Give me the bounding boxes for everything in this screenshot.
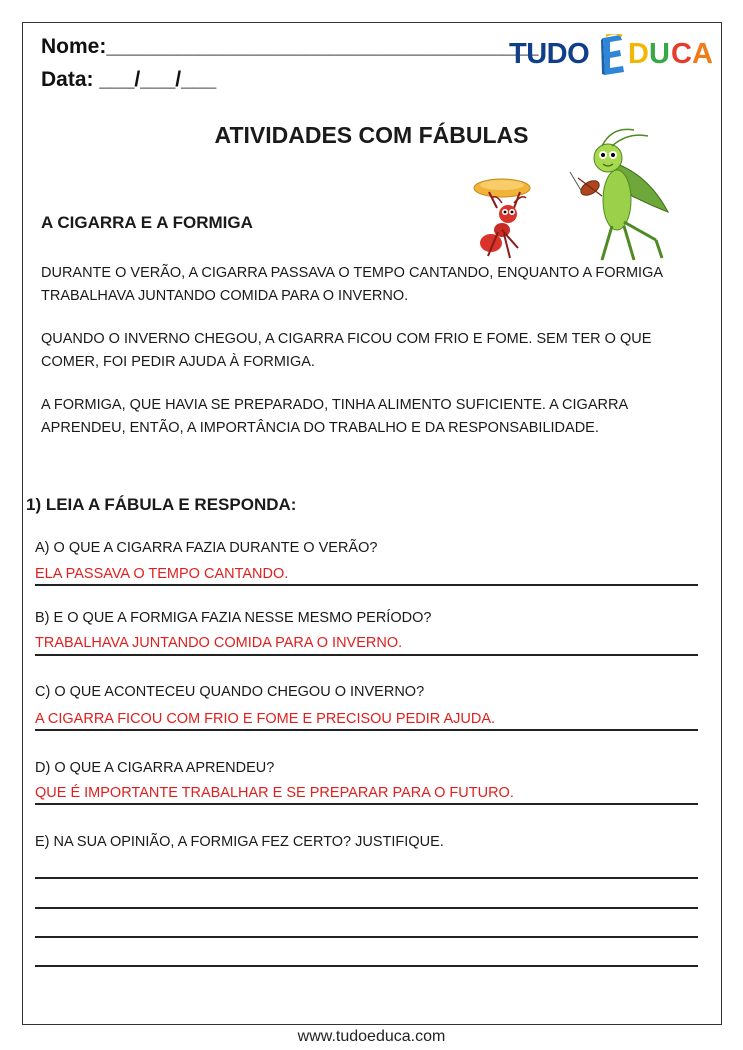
question-a: A) O QUE A CIGARRA FAZIA DURANTE O VERÃO? — [35, 540, 378, 556]
date-blank[interactable]: ___/___/___ — [99, 68, 217, 91]
answer-line — [35, 729, 698, 731]
name-field — [41, 35, 538, 59]
date-field — [41, 68, 216, 92]
logo-letter-u: U — [649, 38, 670, 70]
tudoeduca-logo — [509, 28, 719, 84]
logo-text-tudo: TUDO — [509, 38, 590, 70]
answer-line[interactable] — [35, 877, 698, 879]
answer-line — [35, 584, 698, 586]
answer-line — [35, 803, 698, 805]
page-title: ATIVIDADES COM FÁBULAS — [214, 122, 529, 148]
story-title: A CIGARRA E A FORMIGA — [41, 213, 253, 232]
story-paragraph: DURANTE O VERÃO, A CIGARRA PASSAVA O TEMPO CANTANDO, ENQUANTO A FORMIGA TRABALHAVA JUNTANDO COMIDA PARA O INVERNO. — [41, 265, 663, 304]
answer-line — [35, 654, 698, 656]
answer-line[interactable] — [35, 965, 698, 967]
answer-d[interactable]: QUE É IMPORTANTE TRABALHAR E SE PREPARAR PARA O FUTURO. — [35, 785, 514, 801]
answer-line[interactable] — [35, 907, 698, 909]
name-blank[interactable]: _____________________________________ — [106, 35, 539, 58]
logo-letter-c: C — [671, 38, 692, 70]
logo-letter-d: D — [628, 38, 649, 70]
exercise-heading: 1) LEIA A FÁBULA E RESPONDA: — [26, 495, 297, 514]
footer-url[interactable]: www.tudoeduca.com — [297, 1028, 446, 1045]
name-label: Nome: — [41, 35, 107, 58]
story-paragraph: QUANDO O INVERNO CHEGOU, A CIGARRA FICOU COM FRIO E FOME. SEM TER O QUE COMER, FOI PEDIR AJUDA À FORMIGA. — [41, 331, 652, 370]
question-e: E) NA SUA OPINIÃO, A FORMIGA FEZ CERTO? JUSTIFIQUE. — [35, 834, 444, 850]
question-b: B) E O QUE A FORMIGA FAZIA NESSE MESMO PERÍODO? — [35, 610, 432, 626]
question-c: C) O QUE ACONTECEU QUANDO CHEGOU O INVERNO? — [35, 684, 425, 700]
story-paragraph: A FORMIGA, QUE HAVIA SE PREPARADO, TINHA ALIMENTO SUFICIENTE. A CIGARRA APRENDEU, ENTÃO, A IMPORTÂNCIA DO TRABALHO E DA RESPONSABILIDADE. — [41, 397, 628, 436]
logo-letter-a: A — [692, 38, 713, 70]
answer-c[interactable]: A CIGARRA FICOU COM FRIO E FOME E PRECISOU PEDIR AJUDA. — [35, 711, 496, 727]
book-e-icon — [600, 34, 626, 76]
question-d: D) O QUE A CIGARRA APRENDEU? — [35, 760, 275, 776]
answer-line[interactable] — [35, 936, 698, 938]
answer-a[interactable]: ELA PASSAVA O TEMPO CANTANDO. — [35, 566, 289, 582]
date-label: Data: — [41, 68, 94, 91]
answer-b[interactable]: TRABALHAVA JUNTANDO COMIDA PARA O INVERNO. — [35, 635, 403, 651]
ant-and-grasshopper-illustration — [462, 122, 674, 264]
